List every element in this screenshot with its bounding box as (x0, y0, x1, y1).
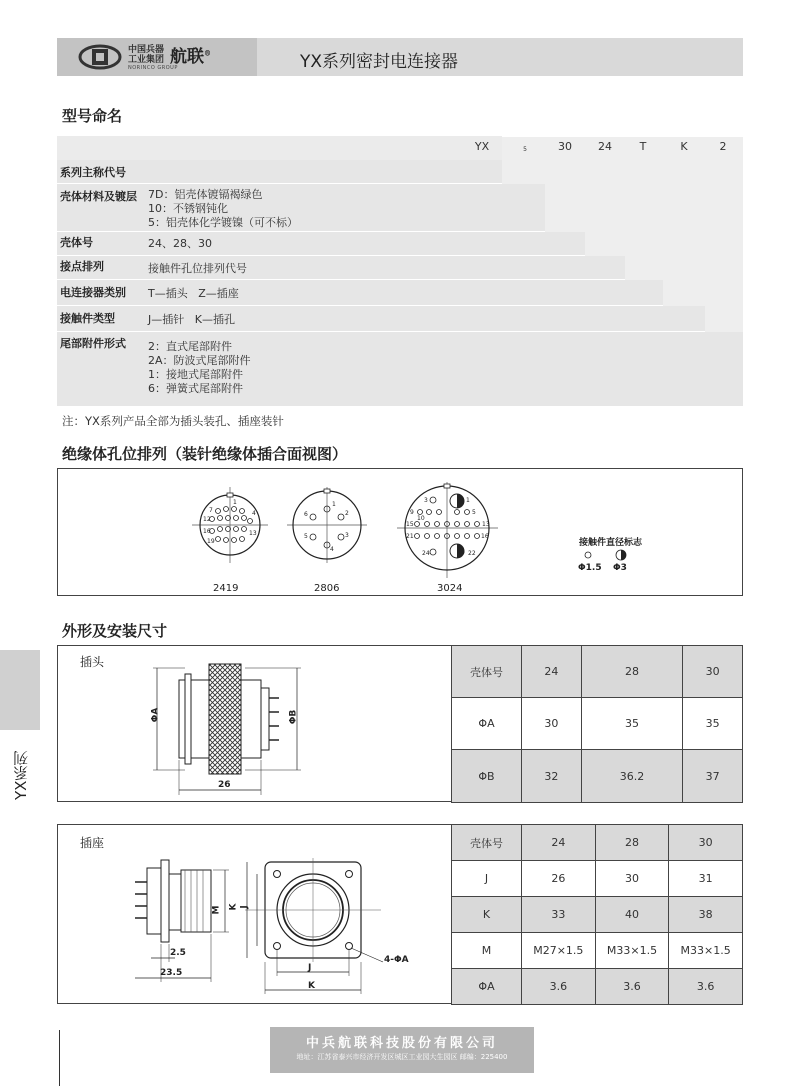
side-tab (0, 650, 40, 730)
code-material: 5 (523, 146, 527, 153)
socket-dim-j: J (308, 963, 312, 973)
legend-item-small: Φ1.5 (578, 563, 602, 573)
code-contact: K (680, 140, 688, 153)
insert-diagram-2806 (285, 485, 369, 565)
svg-text:3: 3 (424, 497, 428, 504)
svg-text:24: 24 (422, 550, 430, 557)
svg-text:5: 5 (472, 509, 476, 516)
arrangement-label-3024: 3024 (437, 583, 463, 594)
row-label: 接触件类型 (60, 312, 115, 325)
socket-dim-table: 壳体号 24 28 30 J 26 30 31 K 33 40 38 M M27×1.5 M33×1.5 M33×1.5 ΦA 3.6 3.6 3.6 (451, 824, 743, 1005)
row-values-arrangement: 接触件孔位排列代号 (148, 262, 247, 275)
footer-address: 地址：江苏省泰兴市经济开发区城区工业园大生园区 邮编：225400 (296, 1053, 508, 1061)
svg-text:13: 13 (249, 530, 257, 537)
svg-text:2: 2 (345, 510, 349, 517)
footer-company: 中兵航联科技股份有限公司 (305, 1036, 498, 1051)
logo-brand-name: 航联® (170, 47, 211, 67)
svg-text:4: 4 (330, 546, 334, 553)
row-band-shell (57, 232, 585, 256)
logo-group-name: 中国兵器 工业集团 (128, 45, 165, 65)
svg-text:16: 16 (203, 528, 211, 535)
naming-note: 注：YX系列产品全部为插头装孔、插座装针 (62, 414, 284, 428)
svg-text:13: 13 (482, 521, 490, 528)
socket-dim-j-vert: J (239, 905, 250, 909)
dims-section-title: 外形及安装尺寸 (62, 622, 168, 640)
svg-text:3: 3 (345, 532, 349, 539)
naming-section-title: 型号命名 (62, 107, 123, 125)
code-class: T (639, 140, 647, 153)
svg-text:15: 15 (406, 521, 414, 528)
plug-dim-b: ΦB (288, 709, 299, 725)
svg-text:4: 4 (252, 510, 256, 517)
row-values-class: T—插头 Z—插座 (148, 287, 239, 300)
norinco-logo-icon (78, 44, 122, 70)
row-band-contact-arr (57, 256, 625, 280)
plug-label: 插头 (80, 655, 105, 669)
socket-dim-flange: 2.5 (170, 948, 186, 958)
row-label: 接点排列 (60, 260, 104, 273)
code-shell: 30 (558, 140, 572, 153)
svg-text:16: 16 (481, 533, 489, 540)
row-values-contact-type: J—插针 K—插孔 (148, 313, 235, 326)
arrangement-label-2419: 2419 (213, 583, 239, 594)
svg-text:5: 5 (304, 533, 308, 540)
svg-text:19: 19 (207, 538, 215, 545)
svg-text:9: 9 (410, 509, 414, 516)
row-label: 壳体号 (60, 236, 93, 249)
plug-dim-table: 壳体号 24 28 30 ΦA 30 35 35 ΦB 32 36.2 37 (451, 645, 743, 803)
socket-label: 插座 (80, 836, 105, 850)
socket-dim-length: 23.5 (160, 968, 183, 978)
arrangement-label-2806: 2806 (314, 583, 340, 594)
socket-dim-k: K (308, 981, 315, 991)
svg-text:1: 1 (233, 499, 237, 506)
svg-text:7: 7 (209, 507, 213, 514)
svg-text:22: 22 (468, 550, 476, 557)
socket-dim-k-vert: K (228, 903, 239, 911)
side-tab-label: YX系列 (12, 750, 30, 800)
row-label: 系列主称代号 (60, 166, 126, 179)
side-divider (59, 1030, 60, 1086)
code-tail: 2 (719, 140, 727, 153)
svg-text:1: 1 (466, 497, 470, 504)
socket-dim-m: M (211, 905, 222, 915)
legend-title: 接触件直径标志 (579, 538, 643, 548)
row-values-tail: 2：直式尾部附件 2A：防波式尾部附件 1：接地式尾部附件 6：弹簧式尾部附件 (148, 340, 251, 395)
code-series: YX (474, 140, 490, 153)
svg-text:1: 1 (332, 501, 336, 508)
socket-dim-holes: 4-ΦA (384, 955, 409, 965)
layout-section-title: 绝缘体孔位排列（装针绝缘体插合面视图） (62, 445, 348, 463)
plug-dim-length: 26 (218, 780, 231, 790)
row-label: 壳体材料及镀层 (60, 190, 137, 203)
svg-text:6: 6 (304, 511, 308, 518)
svg-text:12: 12 (203, 516, 211, 523)
plug-dim-a: ΦA (150, 707, 161, 723)
svg-text:21: 21 (406, 533, 414, 540)
row-label: 尾部附件形式 (60, 337, 126, 350)
row-values-material: 7D：铝壳体镀镉褐绿色 10：不锈钢钝化 5：铝壳体化学镀镍（可不标） (148, 188, 298, 229)
page-title: YX系列密封电连接器 (300, 52, 459, 72)
insert-diagram-3024 (395, 480, 500, 580)
plug-drawing (145, 660, 325, 795)
legend-marks (583, 549, 633, 561)
legend-item-large: Φ3 (613, 563, 627, 573)
logo-english: NORINCO GROUP (128, 65, 178, 71)
row-label: 电连接器类别 (60, 286, 126, 299)
insert-diagram-2419 (190, 485, 270, 565)
code-arrangement: 24 (598, 140, 612, 153)
row-values-shell: 24、28、30 (148, 237, 212, 250)
svg-text:10: 10 (417, 515, 425, 522)
